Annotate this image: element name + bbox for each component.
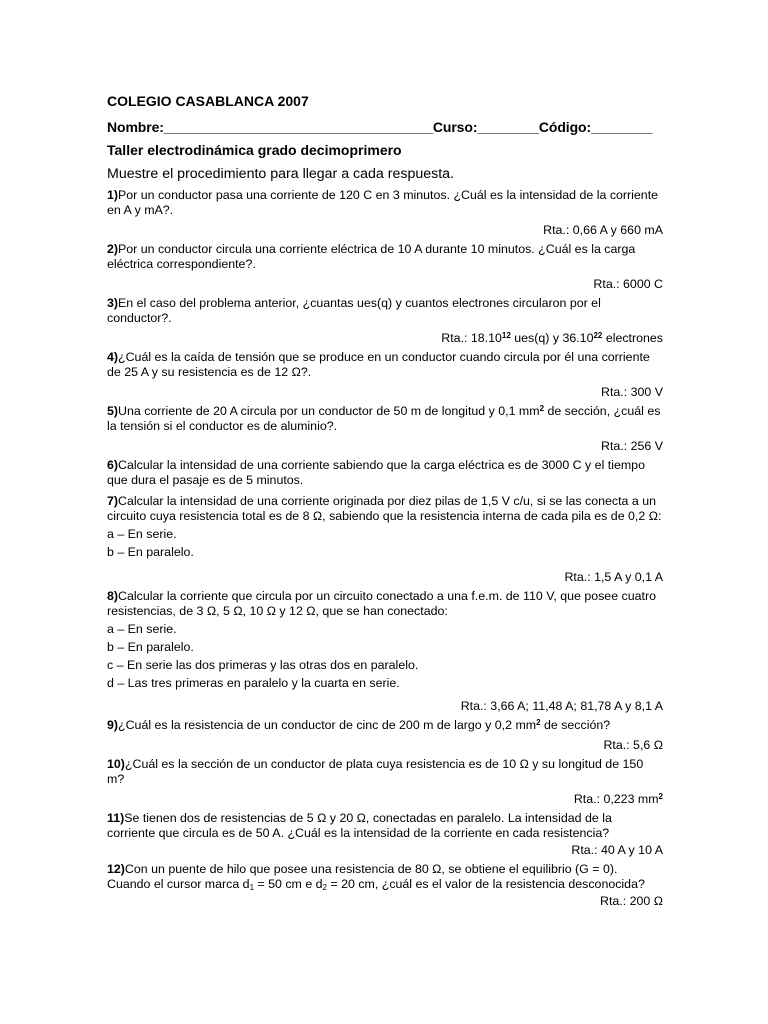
answer: Rta.: 5,6 Ω — [603, 738, 663, 752]
answer-text: Rta.: 0,223 mm — [573, 792, 659, 806]
subscript: 2 — [322, 883, 327, 892]
question-11 — [107, 811, 663, 858]
option-a: a – En serie. — [107, 622, 177, 636]
question-text: Una corriente de 20 A circula por un conductor de 50 m de longitud y 0,1 mm — [118, 404, 540, 418]
answer: Rta.: 200 Ω — [600, 894, 663, 908]
question-number: 1) — [107, 188, 119, 202]
answer: Rta.: 40 A y 10 A — [571, 843, 663, 857]
answer: Rta.: 256 V — [601, 439, 663, 453]
answer: Rta.: 3,66 A; 11,48 A; 81,78 A y 8,1 A — [460, 699, 663, 713]
question-text: = 20 cm, ¿cuál es el valor de la resistencia desconocida? — [327, 877, 645, 891]
subscript: 1 — [249, 883, 255, 892]
question-number: 2) — [107, 242, 119, 256]
answer — [107, 792, 663, 807]
question-6 — [107, 458, 663, 488]
question-text: Por un conductor pasa una corriente de 120 C en 3 minutos. ¿Cuál es la intensidad de la corriente en A y mA?. — [107, 188, 659, 217]
question-text: de sección, ¿cuál es la tensión si el conductor es de aluminio?. — [107, 404, 661, 433]
answer-text: Rta.: 18.10 — [441, 331, 502, 345]
answer: Rta.: 300 V — [601, 385, 663, 399]
answer: Rta.: 0,66 A y 660 mA — [543, 223, 663, 237]
question-number: 7) — [107, 494, 119, 508]
question-text: En el caso del problema anterior, ¿cuantas ues(q) y cuantos electrones circularon por el conductor?. — [107, 296, 601, 325]
question-text: ¿Cuál es la resistencia de un conductor de cinc de 200 m de largo y 0,2 mm — [118, 718, 537, 732]
question-text: Calcular la intensidad de una corriente sabiendo que la carga eléctrica es de 3000 C y el tiempo que dura el pasaje es de 5 minutos. — [107, 458, 645, 487]
question-1 — [107, 188, 663, 238]
question-text: Por un conductor circula una corriente eléctrica de 10 A durante 10 minutos. ¿Cuál es la carga eléctrica correspondiente?. — [107, 242, 636, 271]
exponent: 22 — [593, 331, 603, 340]
question-text: Calcular la corriente que circula por un circuito conectado a una f.e.m. de 110 V, que posee cuatro resistencias, de 3 Ω, 5 Ω, 10 Ω y 12 Ω, que se han conectado: — [107, 589, 656, 618]
school-title: COLEGIO CASABLANCA 2007 — [107, 93, 309, 109]
question-7 — [107, 494, 663, 585]
question-text: Se tienen dos de resistencias de 5 Ω y 20 Ω, conectadas en paralelo. La intensidad de la corriente que circula es de 50 A. ¿Cuál es la intensidad de la corriente en cada resistencia? — [107, 811, 612, 840]
exponent: 2 — [536, 718, 541, 727]
question-10 — [107, 757, 663, 807]
worksheet-subtitle: Taller electrodinámica grado decimoprimero — [107, 142, 402, 158]
answer: Rta.: 6000 C — [593, 277, 663, 291]
question-number: 12) — [107, 862, 125, 876]
option-b: b – En paralelo. — [107, 545, 194, 559]
question-text: = 50 cm e d — [254, 877, 323, 891]
question-number: 11) — [107, 811, 125, 825]
question-number: 9) — [107, 718, 119, 732]
question-number: 6) — [107, 458, 119, 472]
question-text: de sección? — [540, 718, 611, 732]
answer-text: electrones — [602, 331, 663, 345]
question-text: ¿Cuál es la sección de un conductor de plata cuya resistencia es de 10 Ω y su longitud de 150 m? — [107, 757, 644, 786]
question-text: Calcular la intensidad de una corriente originada por diez pilas de 1,5 V c/u, si se las conecta a un circuito cuya resistencia total es de 8 Ω, sabiendo que la resistencia interna de cada pila es de 0,2 Ω: — [107, 494, 662, 523]
option-b: b – En paralelo. — [107, 640, 194, 654]
option-c: c – En serie las dos primeras y las otras dos en paralelo. — [107, 658, 419, 672]
question-number: 10) — [107, 757, 125, 771]
answer: Rta.: 1,5 A y 0,1 A — [564, 570, 663, 584]
exponent: 2 — [539, 404, 545, 413]
question-12 — [107, 862, 663, 909]
answer — [107, 331, 663, 346]
option-d: d – Las tres primeras en paralelo y la cuarta en serie. — [107, 676, 400, 690]
document-page — [107, 92, 663, 913]
question-2 — [107, 242, 663, 292]
exponent: 2 — [658, 792, 663, 801]
option-a: a – En serie. — [107, 527, 177, 541]
question-3 — [107, 296, 663, 346]
question-number: 8) — [107, 589, 119, 603]
exponent: 12 — [501, 331, 511, 340]
question-number: 4) — [107, 350, 119, 364]
question-8 — [107, 589, 663, 714]
question-5 — [107, 404, 663, 454]
question-text: ¿Cuál es la caída de tensión que se produce en un conductor cuando circula por él una corriente de 25 A y su resistencia es de 12 Ω?. — [107, 350, 650, 379]
question-4 — [107, 350, 663, 400]
answer-text: ues(q) y 36.10 — [510, 331, 594, 345]
question-text: Con un puente de hilo que posee una resistencia de 80 Ω, se obtiene el equilibrio (G = 0). Cuando el cursor marca d — [107, 862, 618, 891]
question-number: 3) — [107, 296, 119, 310]
student-fields-line: Nombre:___________________________________Curso:________Código:________ — [107, 119, 653, 135]
question-9 — [107, 718, 663, 753]
instructions-text: Muestre el procedimiento para llegar a cada respuesta. — [107, 166, 454, 182]
question-number: 5) — [107, 404, 119, 418]
